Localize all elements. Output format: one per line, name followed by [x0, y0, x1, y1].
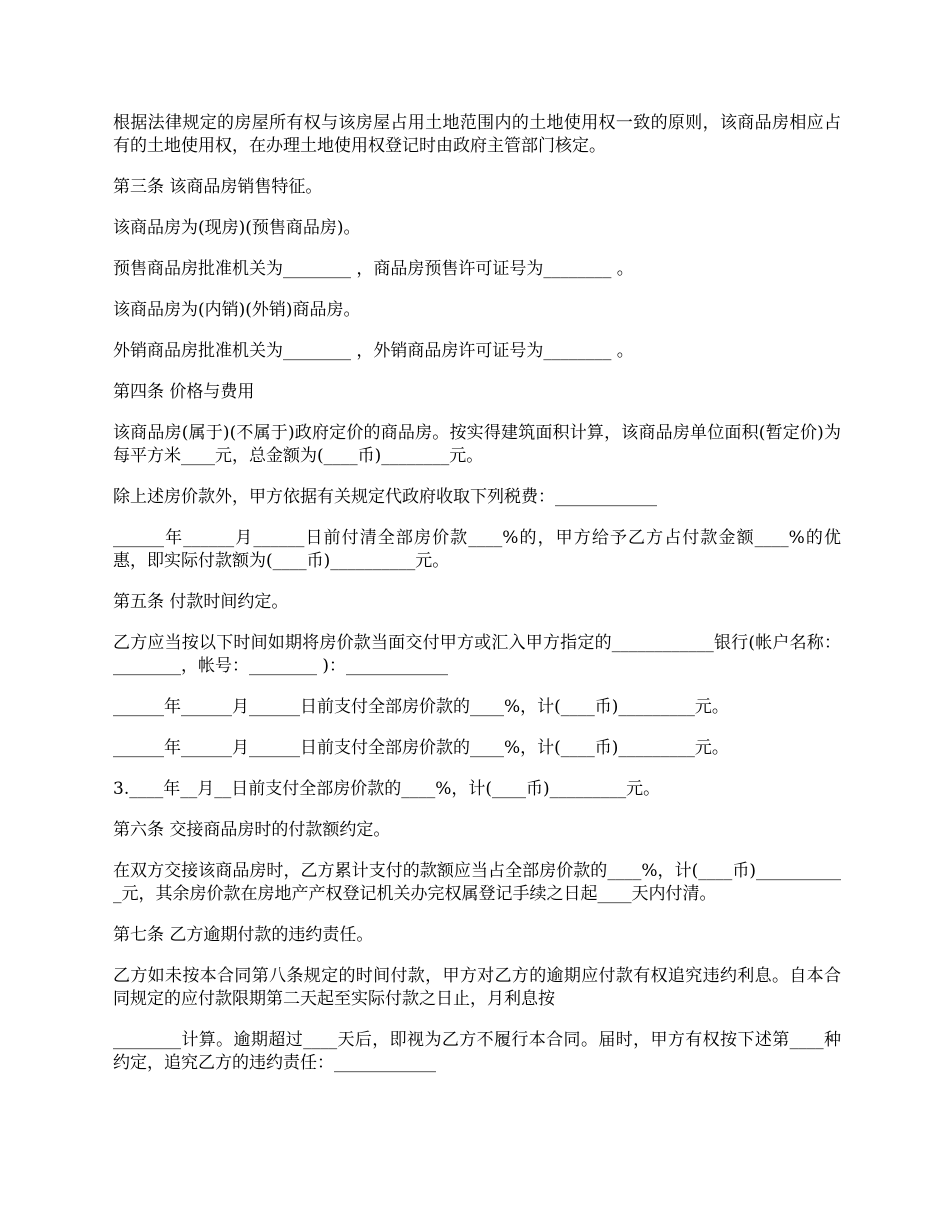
paragraph-installment-1: ______年______月______日前支付全部房价款的____%，计(____币)_________元。	[113, 697, 729, 717]
paragraph-handover-payment: 在双方交接该商品房时，乙方累计支付的款额应当占全部房价款的____%，计(____币)___________元，其余房价款在房地产产权登记机关办完权属登记手续之日起____天内付清。	[113, 861, 841, 904]
paragraph-full-payment-discount: ______年______月______日前付清全部房价款____%的，甲方给予乙方占付款金额____%的优惠，即实际付款额为(____币)__________元。	[113, 528, 841, 571]
paragraph-land-use-right: 根据法律规定的房屋所有权与该房屋占用土地范围内的土地使用权一致的原则，该商品房相应占有的土地使用权，在办理土地使用权登记时由政府主管部门核定。	[113, 113, 841, 156]
heading-article-5: 第五条 付款时间约定。	[113, 592, 289, 612]
paragraph-breach-liability: ________计算。逾期超过____天后，即视为乙方不履行本合同。届时，甲方有权按下述第____种约定，追究乙方的违约责任：____________	[113, 1030, 841, 1073]
paragraph-foreign-approval: 外销商品房批准机关为________ ，外销商品房许可证号为________ 。	[113, 341, 634, 361]
document-page	[113, 112, 841, 1093]
paragraph-taxes: 除上述房价款外，甲方依据有关规定代政府收取下列税费：____________	[113, 487, 657, 507]
paragraph-late-payment-interest: 乙方如未按本合同第八条规定的时间付款，甲方对乙方的逾期应付款有权追究违约利息。自本合同规定的应付款限期第二天起至实际付款之日止，月利息按	[113, 966, 841, 1009]
paragraph-domestic-foreign: 该商品房为(内销)(外销)商品房。	[113, 300, 361, 320]
paragraph-presale-approval: 预售商品房批准机关为________ ，商品房预售许可证号为________ 。	[113, 259, 634, 279]
paragraph-price: 该商品房(属于)(不属于)政府定价的商品房。按实得建筑面积计算，该商品房单位面积(暂定价)为每平方米____元，总金额为(____币)________元。	[113, 423, 841, 466]
heading-article-4: 第四条 价格与费用	[113, 382, 255, 402]
paragraph-installment-3: 3.____年__月__日前支付全部房价款的____%，计(____币)_________元。	[113, 779, 661, 799]
paragraph-house-type: 该商品房为(现房)(预售商品房)。	[113, 218, 361, 238]
heading-article-6: 第六条 交接商品房时的付款额约定。	[113, 820, 391, 840]
paragraph-bank-account: 乙方应当按以下时间如期将房价款当面交付甲方或汇入甲方指定的____________银行(帐户名称：________，帐号：________ )：____________	[113, 633, 841, 676]
paragraph-installment-2: ______年______月______日前支付全部房价款的____%，计(____币)_________元。	[113, 738, 729, 758]
heading-article-3: 第三条 该商品房销售特征。	[113, 177, 323, 197]
heading-article-7: 第七条 乙方逾期付款的违约责任。	[113, 925, 374, 945]
